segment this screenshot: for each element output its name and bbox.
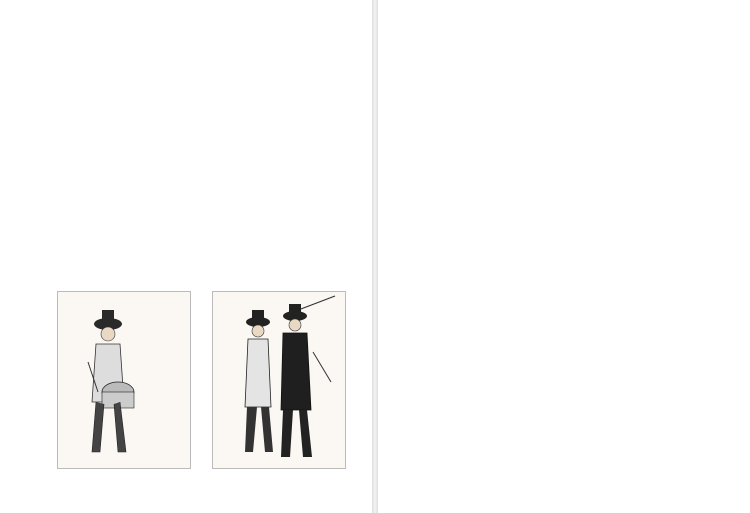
drummer-sketch	[58, 292, 192, 470]
soldiers-illustration	[212, 291, 346, 469]
text-column-2	[195, 47, 345, 53]
uniform-figures-bottom	[378, 0, 750, 513]
soldiers-sketch	[213, 292, 347, 470]
drummer-illustration	[57, 291, 191, 469]
text-column-1	[21, 47, 161, 53]
right-page	[378, 0, 750, 513]
left-page	[0, 0, 372, 513]
